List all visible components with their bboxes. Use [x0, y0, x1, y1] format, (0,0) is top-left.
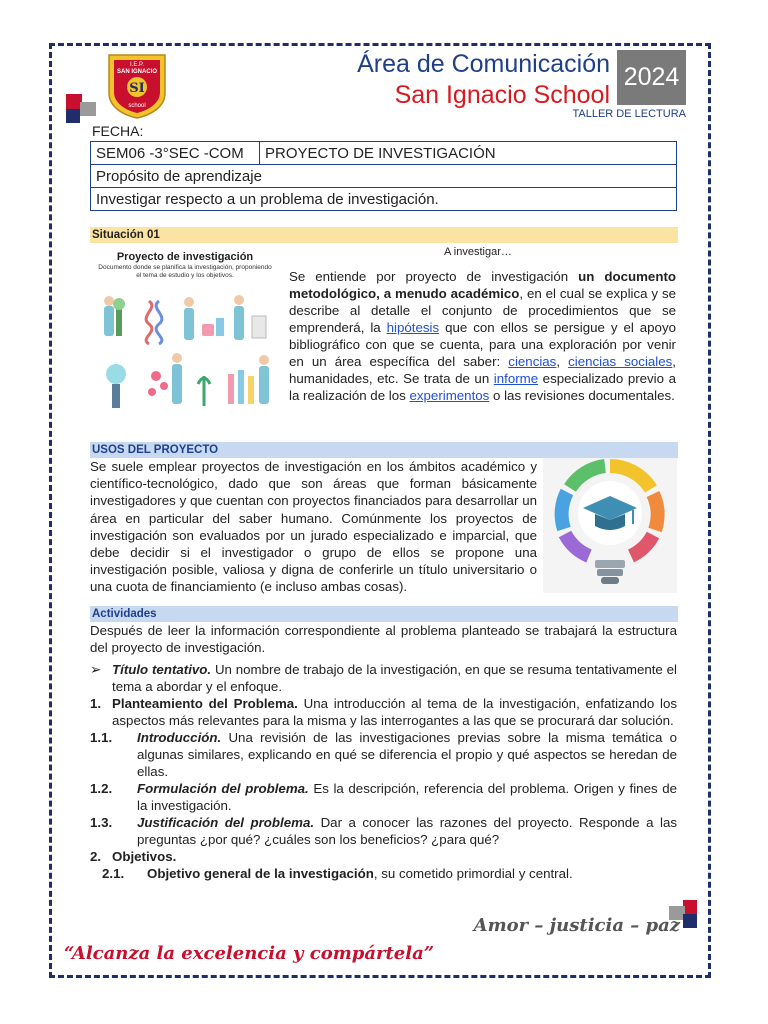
- item-label: Objetivo general de la investigación: [147, 866, 374, 881]
- deco-square-red-bottom: [683, 900, 697, 914]
- list-item: [90, 661, 677, 695]
- info-table: [90, 141, 677, 211]
- info-code-cell: SEM06 -3°SEC -COM: [91, 142, 260, 165]
- sit-text-7: o las revisiones documentales.: [489, 388, 675, 403]
- sit-text-3: que con ellos se persigue y el apoyo bibliográfico con que se cuenta, para una exploración por venir en un área específica del saber:: [289, 320, 676, 369]
- research-project-illustration: [94, 246, 276, 428]
- item-label: Objetivos.: [112, 849, 177, 864]
- deco-square-navy-top: [66, 109, 80, 123]
- list-item: [90, 729, 677, 780]
- header-area-title: Área de Comunicación: [357, 50, 610, 78]
- item-number: 1.2.: [90, 781, 113, 796]
- item-number: 2.1.: [102, 866, 125, 881]
- link-informe[interactable]: informe: [493, 371, 539, 386]
- actividades-intro: Después de leer la información correspondiente al problema planteado se trabajará la estructura del proyecto de investigación.: [90, 623, 677, 655]
- link-ciencias[interactable]: ciencias: [508, 354, 557, 369]
- sit-text-4: ,: [556, 354, 569, 369]
- item-number: 1.3.: [90, 815, 113, 830]
- link-experimentos[interactable]: experimentos: [409, 388, 490, 403]
- list-item: [90, 814, 677, 848]
- sit-text-bold: un documento metodológico, a menudo académico: [289, 269, 676, 301]
- logo-bottom-text: school: [128, 103, 146, 109]
- link-ciencias-sociales[interactable]: ciencias sociales: [568, 354, 673, 369]
- taller-label: TALLER DE LECTURA: [572, 108, 686, 120]
- item-text: Es la descripción, referencia del problema. Origen y fines de la investigación.: [137, 781, 677, 813]
- usos-paragraph: Se suele emplear proyectos de investigación en los ámbitos académico y científico-tecnológico, dado que son áreas que forman básicamente investigadores y que cuentan con proyectos financiados para desarrollar un área en particular del saber humano. Comúnmente los proyectos de investigación son evaluados por un jurado especializado e imparcial, que debe decidir si el investigador o grupo de ellos se propone una investigación posible, valiosa y digna de conferirle un título universitario o una cuota de financiamiento (e incluso ambas cosas).: [90, 459, 537, 595]
- item-body: [137, 780, 677, 814]
- item-text: , su cometido primordial y central.: [373, 866, 573, 881]
- logo-name-text: SAN IGNACIO: [116, 69, 158, 75]
- info-row-code: [91, 142, 677, 165]
- fecha-label: FECHA:: [92, 123, 144, 139]
- logo-initials-text: SI: [129, 81, 145, 96]
- sit-text-2: , en el cual se explica y se describe al detalle el conjunto de procedimientos que se emprenderá, la: [289, 286, 677, 335]
- sit-text-6: especializado previo a la realización de los: [289, 371, 676, 403]
- item-number: 1.1.: [90, 730, 113, 745]
- info-proposito-cell: Propósito de aprendizaje: [91, 165, 677, 188]
- list-item: [90, 695, 677, 729]
- actividades-heading: Actividades: [90, 606, 678, 622]
- lightbulb-education-illustration: [543, 458, 677, 593]
- footer-motto: Amor – justicia – paz: [473, 915, 680, 936]
- info-objetivo-cell: Investigar respecto a un problema de investigación.: [91, 188, 677, 211]
- scientists-row-bottom: [106, 353, 269, 408]
- situacion-heading: Situación 01: [90, 227, 678, 243]
- list-item: [90, 865, 677, 882]
- list-item: [90, 780, 677, 814]
- item-body: [112, 661, 677, 695]
- deco-square-gray-top: [80, 102, 96, 116]
- item-number: 2.: [90, 849, 102, 864]
- item-text: Una revisión de las investigaciones previas sobre la misma temática o algunas similares, explicando en qué se diferencia el propio y qué aspectos se heredan de ellas.: [137, 730, 677, 779]
- item-number: ➢: [90, 662, 102, 677]
- sit-text-1: Se entiende por proyecto de investigación: [289, 269, 579, 284]
- header-school-title: San Ignacio School: [394, 81, 610, 109]
- item-body: [137, 729, 677, 780]
- info-row-objetivo: [91, 188, 677, 211]
- item-text: Un nombre de trabajo de la investigación, en que se resuma tentativamente el tema a abordar y el enfoque.: [112, 662, 677, 694]
- year-badge: 2024: [617, 50, 686, 105]
- item-label: Título tentativo.: [112, 662, 212, 677]
- link-hipotesis[interactable]: hipótesis: [386, 320, 440, 335]
- investigar-caption: A investigar…: [444, 246, 512, 258]
- item-label: Justificación del problema.: [137, 815, 315, 830]
- list-item: [90, 848, 677, 865]
- school-logo: [106, 53, 168, 119]
- info-project-cell: PROYECTO DE INVESTIGACIÓN: [260, 142, 677, 165]
- scientists-row-top: [104, 295, 266, 344]
- item-label: Introducción.: [137, 730, 222, 745]
- illustration-title: Proyecto de investigación: [116, 251, 254, 263]
- item-text: Dar a conocer las razones del proyecto. Responde a las preguntas ¿por qué? ¿cuáles son los beneficios? ¿para qué?: [137, 815, 677, 847]
- usos-heading: USOS DEL PROYECTO: [90, 442, 678, 458]
- item-number: 1.: [90, 696, 102, 711]
- illustration-subtitle: Documento donde se planifica la investigación, proponiendo el tema de estudio y los objetivos.: [98, 264, 272, 279]
- item-body: [112, 848, 677, 865]
- situacion-paragraph: [289, 268, 676, 404]
- sit-text-5: , humanidades, etc. Se trata de un: [289, 354, 676, 386]
- info-row-proposito: [91, 165, 677, 188]
- footer-slogan: “Alcanza la excelencia y compártela”: [64, 943, 435, 964]
- logo-top-text: I.E.P.: [130, 62, 144, 68]
- item-label: Planteamiento del Problema.: [112, 696, 298, 711]
- item-label: Formulación del problema.: [137, 781, 309, 796]
- item-text: Una introducción al tema de la investigación, enfatizando los aspectos más relevantes para la misma y las interrogantes a las que se procurará dar solución.: [112, 696, 677, 728]
- item-body: [137, 814, 677, 848]
- item-body: [112, 695, 677, 729]
- item-body: [147, 865, 677, 882]
- actividades-list: [90, 661, 677, 882]
- deco-square-navy-bottom: [683, 914, 697, 928]
